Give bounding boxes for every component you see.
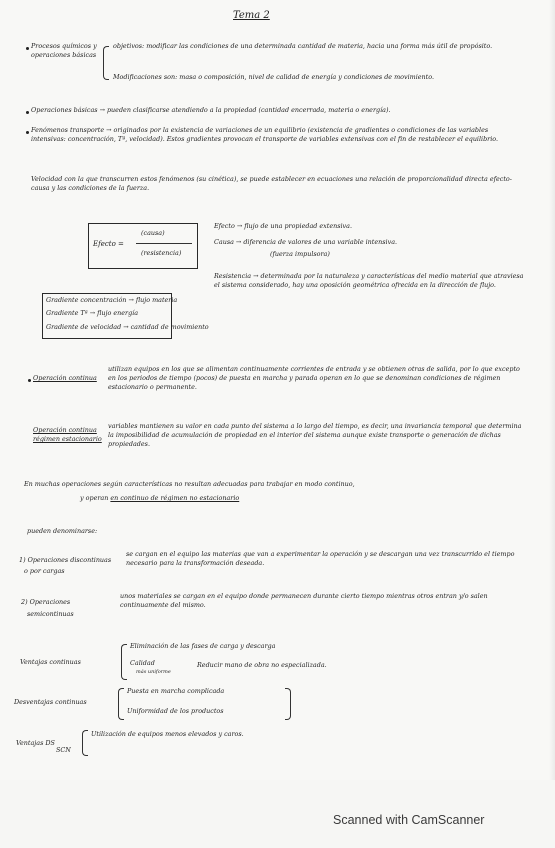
bullet bbox=[26, 131, 29, 134]
formula-effect: Efecto = bbox=[93, 240, 124, 248]
note-nonsteady bbox=[80, 494, 239, 503]
brace bbox=[121, 644, 127, 680]
def-resistencia: Resistencia → determinada por la naturaleza y características del medio material que atraviesa el sistema considerado, hay una oposición geométrica ofrecida en la dirección de flujo. bbox=[214, 272, 524, 289]
advantage-no-loading: Eliminación de las fases de carga y descarga bbox=[130, 642, 276, 650]
formula-numerator: (causa) bbox=[141, 229, 165, 237]
label-discontinuous-a: 1) Operaciones discontinuas bbox=[19, 556, 112, 564]
label-steady-state-b: régimen estacionario bbox=[33, 435, 102, 443]
disadvantage-startup: Puesta en marcha complicada bbox=[127, 687, 225, 695]
def-efecto: Efecto → flujo de una propiedad extensiva. bbox=[214, 222, 353, 230]
label-disadvantages-continuous: Desventajas continuas bbox=[14, 698, 87, 706]
note-nonsteady-underlined: en continuo de régimen no estacionario bbox=[110, 494, 240, 502]
bullet bbox=[28, 379, 31, 382]
bullet bbox=[26, 111, 29, 114]
note-nonsteady-prefix: y operan bbox=[80, 494, 109, 502]
brace bbox=[82, 730, 88, 756]
note-processes-label: Procesos químicos y operaciones básicas bbox=[31, 42, 97, 59]
note-can-be-called: pueden denominarse: bbox=[27, 527, 98, 535]
def-causa: Causa → diferencia de valores de una variable intensiva. bbox=[214, 238, 398, 246]
def-causa-force: (fuerza impulsora) bbox=[270, 250, 330, 258]
note-discontinuous: se cargan en el equipo las materias que van a experimentar la operación y se descargan una vez transcurrido el tiempo necesario para la transformación deseada. bbox=[126, 550, 515, 567]
note-objectives: objetivos: modificar las condiciones de una determinada cantidad de materia, hacia una forma más útil de propósito. bbox=[113, 42, 493, 50]
disadvantage-uniformity: Uniformidad de los productos bbox=[127, 707, 224, 715]
brace bbox=[103, 46, 109, 80]
label-discontinuous-b: o por cargas bbox=[24, 567, 65, 575]
label-advantages-continuous: Ventajas continuas bbox=[20, 658, 81, 666]
note-basic-operations: Operaciones básicas → pueden clasificarse atendiendo a la propiedad (cantidad encerrada, materia o energía). bbox=[31, 106, 391, 114]
advantage-labour: Reducir mano de obra no especializada. bbox=[197, 661, 327, 669]
gradient-temperature: Gradiente Tª → flujo energía bbox=[46, 309, 139, 317]
advantage-equipment: Utilización de equipos menos elevados y caros. bbox=[91, 730, 244, 738]
formula-denominator: (resistencia) bbox=[141, 249, 182, 257]
label-steady-state-a: Operación continua bbox=[33, 426, 97, 434]
advantage-quality: Calidad bbox=[130, 659, 155, 667]
page-title: Tema 2 bbox=[233, 10, 270, 21]
advantage-quality-uniform: más uniforme bbox=[136, 669, 171, 675]
note-transport-phenomena: Fenómenos transporte → originados por la existencia de variaciones de un equilibrio (existencia de gradientes o condiciones de las variables intensivas: concentración, Tª, velocidad). Estos gradientes provocan el transporte de variables extensivas con el fin de restablecer el equilibrio. bbox=[31, 126, 499, 143]
scan-edge-shadow bbox=[549, 0, 555, 780]
label-continuous-operation: Operación continua bbox=[33, 374, 97, 382]
label-semicontinuous-b: semicontinuas bbox=[27, 610, 74, 618]
note-continuous-operation: utilizan equipos en los que se alimentan continuamente corrientes de entrada y se obtienen otras de salida, por lo que excepto en los periodos de tiempo (pocos) de puesta en marcha y parada operan en lo que se denominan condiciones de régimen estacionario o permanente. bbox=[108, 365, 520, 391]
brace bbox=[118, 688, 124, 720]
scanner-watermark: Scanned with CamScanner bbox=[333, 813, 485, 827]
label-semicontinuous-a: 2) Operaciones bbox=[21, 598, 71, 606]
gradient-concentration: Gradiente concentración → flujo materia bbox=[46, 296, 178, 304]
note-kinetics: Velocidad con la que transcurren estos fenómenos (su cinética), se puede establecer en ecuaciones una relación de proporcionalidad directa efecto-causa y las condiciones de la fuerza. bbox=[31, 175, 512, 192]
fraction-line bbox=[136, 243, 192, 244]
bullet bbox=[26, 47, 29, 50]
note-modifications: Modificaciones son: masa o composición, nivel de calidad de energía y condiciones de movimiento. bbox=[113, 73, 434, 81]
brace bbox=[285, 688, 291, 720]
note-semicontinuous: unos materiales se cargan en el equipo donde permanecen durante cierto tiempo mientras otros entran y/o salen continuamente del mismo. bbox=[120, 592, 488, 609]
note-steady-state: variables mantienen su valor en cada punto del sistema a lo largo del tiempo, es decir, una invariancia temporal que determina la imposibilidad de acumulación de propiedad en el interior del sistema aunque existe transporte o generación de dichas propiedades. bbox=[108, 422, 522, 448]
gradient-velocity: Gradiente de velocidad → cantidad de movimiento bbox=[46, 323, 209, 331]
note-many-operations: En muchas operaciones según características no resultan adecuadas para trabajar en modo continuo, bbox=[24, 480, 355, 488]
label-advantages-ds: Ventajas DS bbox=[16, 739, 55, 747]
label-advantages-scn: SCN bbox=[56, 746, 71, 754]
